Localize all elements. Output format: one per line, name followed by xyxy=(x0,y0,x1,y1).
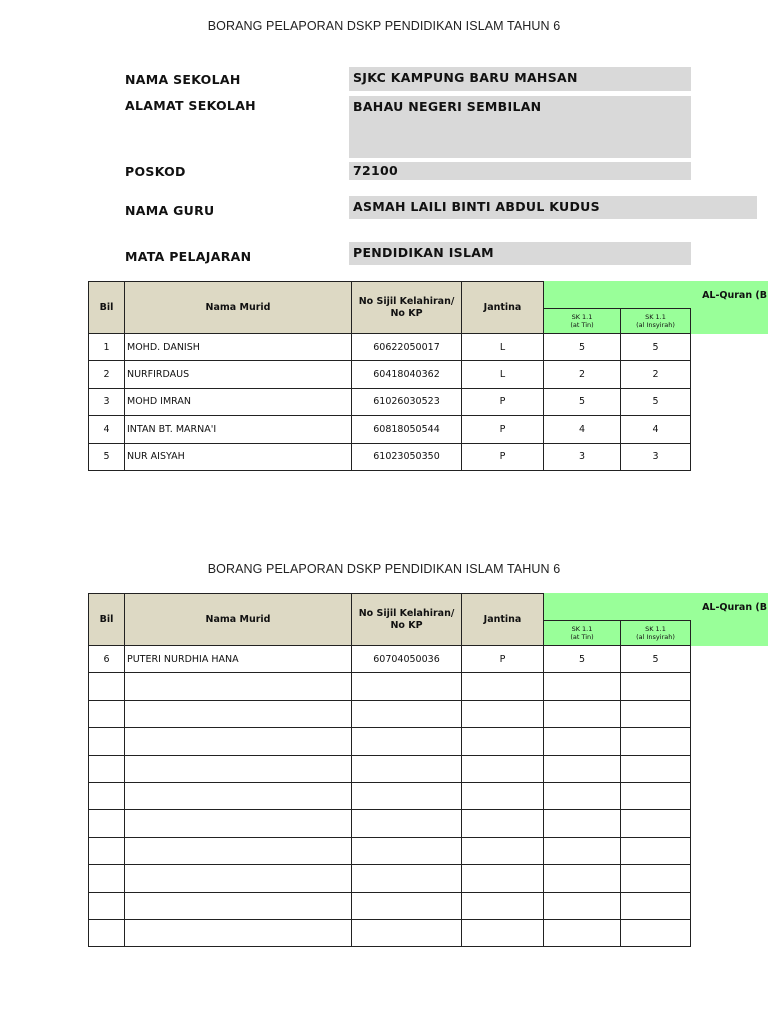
cell-nama[interactable]: MOHD. DANISH xyxy=(125,334,352,361)
cell-sk1[interactable]: 5 xyxy=(544,334,621,361)
cell-sk2[interactable] xyxy=(621,810,691,837)
header-green-extension xyxy=(691,309,768,334)
cell-no_kp[interactable]: 61026030523 xyxy=(352,389,462,416)
sub-header-line1: SK 1.1 xyxy=(571,313,593,321)
cell-jantina[interactable] xyxy=(462,865,544,892)
cell-sk1[interactable] xyxy=(544,838,621,865)
cell-no_kp[interactable]: 61023050350 xyxy=(352,444,462,471)
cell-bil[interactable] xyxy=(88,810,125,837)
cell-sk1[interactable] xyxy=(544,865,621,892)
cell-no_kp[interactable] xyxy=(352,865,462,892)
cell-bil[interactable] xyxy=(88,893,125,920)
cell-bil[interactable]: 3 xyxy=(88,389,125,416)
cell-nama[interactable]: INTAN BT. MARNA'I xyxy=(125,416,352,443)
cell-jantina[interactable] xyxy=(462,673,544,700)
cell-no_kp[interactable] xyxy=(352,728,462,755)
cell-bil[interactable] xyxy=(88,865,125,892)
cell-no_kp[interactable] xyxy=(352,673,462,700)
sub-header-line1: SK 1.1 xyxy=(645,313,666,321)
header-nama-murid: Nama Murid xyxy=(125,281,352,334)
no-sijil-label xyxy=(359,296,455,320)
header-sk-1-1-al-insyirah xyxy=(621,309,691,334)
cell-sk1[interactable]: 2 xyxy=(544,361,621,388)
sub-header-text xyxy=(636,313,675,329)
mata-pelajaran-field[interactable]: PENDIDIKAN ISLAM xyxy=(349,242,691,265)
cell-bil[interactable]: 6 xyxy=(88,646,125,673)
form-title: BORANG PELAPORAN DSKP PENDIDIKAN ISLAM TAHUN 6 xyxy=(207,19,561,33)
header-sk-1-1-at-tin xyxy=(544,309,621,334)
cell-nama[interactable] xyxy=(125,893,352,920)
cell-nama[interactable] xyxy=(125,756,352,783)
poskod-field[interactable]: 72100 xyxy=(349,162,691,180)
cell-bil[interactable]: 1 xyxy=(88,334,125,361)
cell-no_kp[interactable]: 60418040362 xyxy=(352,361,462,388)
alamat-sekolah-field[interactable]: BAHAU NEGERI SEMBILAN xyxy=(349,96,691,158)
poskod-label: POSKOD xyxy=(125,164,186,179)
cell-jantina[interactable] xyxy=(462,783,544,810)
no-sijil-line1: No Sijil Kelahiran/ xyxy=(358,295,455,307)
header-al-quran-group: AL-Quran (B xyxy=(544,593,768,621)
header-jantina: Jantina xyxy=(462,593,544,646)
header-bil: Bil xyxy=(88,281,125,334)
cell-nama[interactable]: NUR AISYAH xyxy=(125,444,352,471)
nama-sekolah-label: NAMA SEKOLAH xyxy=(125,72,241,87)
cell-sk1[interactable]: 5 xyxy=(544,389,621,416)
cell-bil[interactable]: 5 xyxy=(88,444,125,471)
cell-jantina[interactable]: L xyxy=(462,361,544,388)
cell-no_kp[interactable] xyxy=(352,893,462,920)
sub-header-text xyxy=(570,625,593,641)
cell-sk1[interactable] xyxy=(544,810,621,837)
cell-no_kp[interactable] xyxy=(352,756,462,783)
cell-sk1[interactable]: 4 xyxy=(544,416,621,443)
cell-jantina[interactable]: P xyxy=(462,416,544,443)
no-sijil-line2: No KP xyxy=(390,307,423,319)
header-jantina: Jantina xyxy=(462,281,544,334)
cell-nama[interactable] xyxy=(125,783,352,810)
cell-bil[interactable] xyxy=(88,838,125,865)
cell-sk2[interactable] xyxy=(621,838,691,865)
sub-header-line2: (al Insyirah) xyxy=(636,321,675,329)
cell-jantina[interactable] xyxy=(462,893,544,920)
cell-jantina[interactable] xyxy=(462,756,544,783)
header-bil: Bil xyxy=(88,593,125,646)
cell-no_kp[interactable] xyxy=(352,838,462,865)
cell-nama[interactable] xyxy=(125,673,352,700)
cell-sk2[interactable] xyxy=(621,756,691,783)
cell-sk1[interactable] xyxy=(544,756,621,783)
cell-bil[interactable] xyxy=(88,783,125,810)
cell-jantina[interactable] xyxy=(462,728,544,755)
cell-sk2[interactable] xyxy=(621,865,691,892)
nama-sekolah-field[interactable]: SJKC KAMPUNG BARU MAHSAN xyxy=(349,67,691,91)
sub-header-line1: SK 1.1 xyxy=(645,625,666,633)
cell-nama[interactable] xyxy=(125,865,352,892)
cell-sk2[interactable]: 2 xyxy=(621,361,691,388)
cell-no_kp[interactable] xyxy=(352,783,462,810)
cell-jantina[interactable] xyxy=(462,838,544,865)
cell-sk2[interactable]: 3 xyxy=(621,444,691,471)
cell-sk2[interactable] xyxy=(621,701,691,728)
cell-sk2[interactable]: 4 xyxy=(621,416,691,443)
cell-nama[interactable] xyxy=(125,728,352,755)
cell-sk2[interactable] xyxy=(621,920,691,947)
cell-sk1[interactable]: 5 xyxy=(544,646,621,673)
cell-sk1[interactable] xyxy=(544,728,621,755)
sub-header-text xyxy=(570,313,593,329)
cell-no_kp[interactable]: 60704050036 xyxy=(352,646,462,673)
cell-nama[interactable] xyxy=(125,838,352,865)
nama-guru-label: NAMA GURU xyxy=(125,203,215,218)
cell-jantina[interactable] xyxy=(462,701,544,728)
cell-no_kp[interactable]: 60818050544 xyxy=(352,416,462,443)
cell-sk1[interactable] xyxy=(544,920,621,947)
header-nama-murid: Nama Murid xyxy=(125,593,352,646)
sub-header-line2: (at Tin) xyxy=(570,321,594,329)
cell-sk2[interactable]: 5 xyxy=(621,389,691,416)
cell-no_kp[interactable]: 60622050017 xyxy=(352,334,462,361)
cell-bil[interactable]: 4 xyxy=(88,416,125,443)
cell-jantina[interactable]: P xyxy=(462,444,544,471)
header-sk-1-1-at-tin xyxy=(544,621,621,646)
header-green-extension xyxy=(691,621,768,646)
header-no-sijil xyxy=(352,281,462,334)
cell-sk2[interactable] xyxy=(621,728,691,755)
cell-nama[interactable] xyxy=(125,920,352,947)
form-title-2: BORANG PELAPORAN DSKP PENDIDIKAN ISLAM TAHUN 6 xyxy=(207,562,561,576)
cell-sk2[interactable]: 5 xyxy=(621,334,691,361)
header-no-sijil xyxy=(352,593,462,646)
cell-bil[interactable] xyxy=(88,701,125,728)
nama-guru-field[interactable]: ASMAH LAILI BINTI ABDUL KUDUS xyxy=(349,196,757,219)
cell-sk2[interactable] xyxy=(621,783,691,810)
cell-jantina[interactable] xyxy=(462,920,544,947)
no-sijil-line2: No KP xyxy=(390,619,423,631)
cell-nama[interactable] xyxy=(125,701,352,728)
cell-jantina[interactable]: L xyxy=(462,334,544,361)
cell-jantina[interactable]: P xyxy=(462,646,544,673)
cell-sk1[interactable] xyxy=(544,783,621,810)
no-sijil-label xyxy=(359,608,455,632)
cell-bil[interactable] xyxy=(88,728,125,755)
sub-header-text xyxy=(636,625,675,641)
cell-no_kp[interactable] xyxy=(352,701,462,728)
cell-nama[interactable]: MOHD IMRAN xyxy=(125,389,352,416)
cell-sk2[interactable] xyxy=(621,673,691,700)
cell-no_kp[interactable] xyxy=(352,920,462,947)
cell-bil[interactable] xyxy=(88,920,125,947)
cell-sk1[interactable] xyxy=(544,701,621,728)
cell-bil[interactable] xyxy=(88,673,125,700)
sub-header-line2: (al Insyirah) xyxy=(636,633,675,641)
header-sk-1-1-al-insyirah xyxy=(621,621,691,646)
mata-pelajaran-label: MATA PELAJARAN xyxy=(125,249,252,264)
cell-nama[interactable]: NURFIRDAUS xyxy=(125,361,352,388)
cell-sk2[interactable]: 5 xyxy=(621,646,691,673)
no-sijil-line1: No Sijil Kelahiran/ xyxy=(358,607,455,619)
cell-jantina[interactable] xyxy=(462,810,544,837)
cell-bil[interactable] xyxy=(88,756,125,783)
cell-sk1[interactable] xyxy=(544,673,621,700)
cell-nama[interactable]: PUTERI NURDHIA HANA xyxy=(125,646,352,673)
cell-sk1[interactable] xyxy=(544,893,621,920)
alamat-sekolah-label: ALAMAT SEKOLAH xyxy=(125,98,256,113)
header-al-quran-group: AL-Quran (B xyxy=(544,281,768,309)
cell-nama[interactable] xyxy=(125,810,352,837)
cell-bil[interactable]: 2 xyxy=(88,361,125,388)
cell-sk1[interactable]: 3 xyxy=(544,444,621,471)
cell-jantina[interactable]: P xyxy=(462,389,544,416)
sub-header-line1: SK 1.1 xyxy=(571,625,593,633)
sub-header-line2: (at Tin) xyxy=(570,633,594,641)
cell-sk2[interactable] xyxy=(621,893,691,920)
cell-no_kp[interactable] xyxy=(352,810,462,837)
